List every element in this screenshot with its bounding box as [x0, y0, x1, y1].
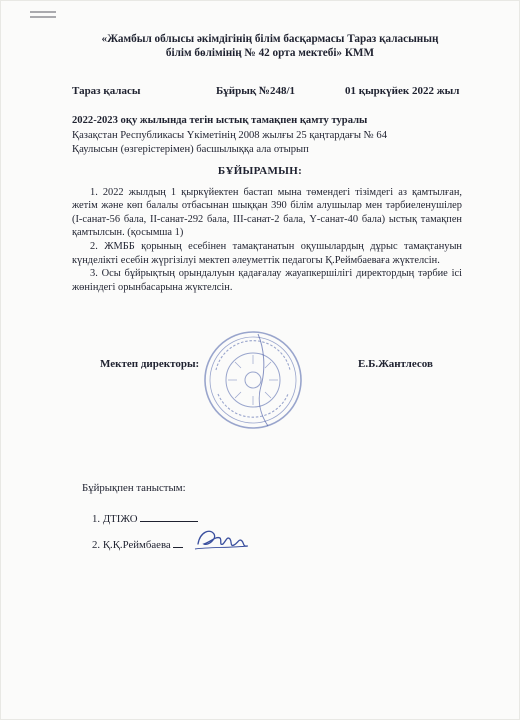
entry-name: Қ.Қ.Реймбаева [102, 539, 171, 551]
entry-name: ДТІЖО [102, 513, 138, 525]
header-line-2: білім бөлімінің № 42 орта мектебі» КММ [165, 47, 375, 59]
entry-number: 1. [92, 513, 101, 525]
acknowledgement-entry [92, 511, 198, 525]
order-items [72, 186, 462, 295]
legal-basis-line: Қазақстан Республикасы Үкіметінің 2008 жылғы 25 қаңтардағы № 64 [72, 130, 388, 141]
order-item: 1. 2022 жылдың 1 қыркүйектен бастап мына төмендегі тізімдегі аз қамтылған, жетім және көп балалы отбасынан шыққан 390 білім алушылар мен тәрбиеленушілер (І-санат-56 бала, ІІ-санат-292 бала, ІІІ-санат-2 бала, Ү-санат-40 бала) ыстық тамақпен қамтылсын. (қосымша 1) [72, 187, 462, 239]
order-number: Бұйрық №248/1 [216, 85, 296, 97]
city: Тараз қаласы [72, 85, 141, 97]
header-line-1: «Жамбыл облысы әкімдігінің білім басқармасы Тараз қаласының [101, 33, 439, 45]
entry-number: 2. [92, 539, 101, 551]
signature-line [173, 537, 183, 548]
director-name: Е.Б.Жантлесов [358, 358, 433, 370]
order-date: 01 қыркүйек 2022 жыл [345, 85, 460, 97]
order-title: 2022-2023 оқу жылында тегін ыстық тамақпен қамту туралы [72, 115, 368, 126]
handwritten-signature [192, 524, 250, 554]
director-position: Мектеп директоры: [100, 358, 200, 370]
acknowledgement-entry [92, 537, 183, 551]
official-seal [198, 328, 308, 432]
order-item: 2. ЖМББ қорының есебінен тамақтанатын оқушылардың дұрыс тамақтануын күнделікті есебін жүргізілуі мектеп әлеуметтік педагогы Қ.Реймбаеваға жүктелсін. [72, 241, 462, 266]
legal-basis [72, 129, 462, 156]
signature-line [140, 511, 198, 522]
order-item: 3. Осы бұйрықтың орындалуын қадағалау жауапкершілігі директордың тәрбие ісі жөніндегі орынбасарына жүктелсін. [72, 268, 462, 293]
margin-mark [29, 8, 57, 20]
organization-header [70, 32, 470, 60]
legal-basis-line: Қаулысын (өзгерістерімен) басшылыққа ала отырып [72, 143, 309, 155]
order-heading: БҰЙЫРАМЫН: [217, 165, 303, 177]
acknowledgement-heading: Бұйрықпен таныстым: [82, 482, 186, 494]
